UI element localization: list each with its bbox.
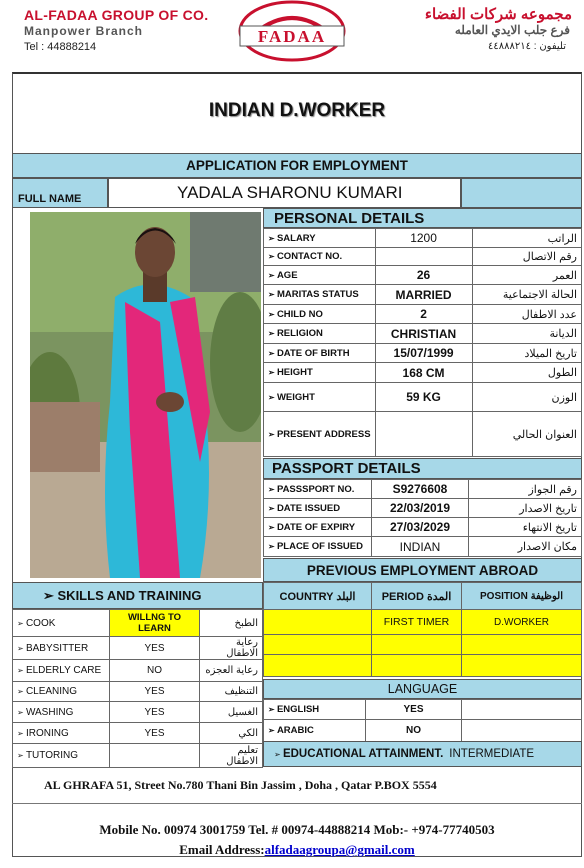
date-expiry-label: ➢ DATE OF EXPIRY (264, 518, 372, 537)
skill-washing-label-ar: الغسيل (200, 702, 263, 723)
skill-ironing-label-ar: الكي (200, 723, 263, 744)
branch-name-ar: فرع جلب الايدي العامله (454, 23, 570, 37)
skill-cook-label: ➢ COOK (13, 610, 110, 637)
language-arabic-label: ➢ ARABIC (264, 720, 366, 742)
date-issued-label: ➢ DATE ISSUED (264, 499, 372, 518)
education-value: INTERMEDIATE (449, 748, 535, 760)
office-address: AL GHRAFA 51, Street No.780 Thani Bin Jassim , Doha , Qatar P.BOX 5554 (44, 778, 437, 792)
personal-row-height (264, 363, 582, 383)
contact-numbers: Mobile No. 00974 3001759 Tel. # 00974-44888214 Mob:- +974-77740503 (99, 822, 495, 837)
personal-row-marital (264, 285, 582, 305)
skill-cook-label-ar: الطبخ (200, 610, 263, 637)
place-issued-label-ar: مكان الاصدار (469, 537, 582, 557)
personal-row-religion (264, 324, 582, 344)
previous-country-1 (264, 610, 372, 635)
page-title: INDIAN D.WORKER (208, 100, 386, 121)
religion-label-ar: الديانة (472, 324, 581, 344)
skill-washing-label: ➢ WASHING (13, 702, 110, 723)
skill-babysitter-label: ➢ BABYSITTER (13, 637, 110, 660)
contact-label: ➢ CONTACT NO. (264, 248, 376, 266)
height-label-ar: الطول (472, 363, 581, 383)
marital-label-ar: الحالة الاجتماعية (472, 285, 581, 305)
age-value: 26 (375, 266, 472, 285)
company-name-en: AL-FADAA GROUP OF CO. (24, 7, 209, 23)
passport-row-number (264, 480, 582, 499)
applicant-photo-image (30, 212, 261, 578)
language-english-label: ➢ ENGLISH (264, 700, 366, 720)
skill-row-elderly (13, 660, 263, 682)
children-value: 2 (375, 305, 472, 324)
skills-arrow-icon: ➢ (43, 587, 58, 603)
personal-details-table (263, 228, 582, 457)
marital-value: MARRIED (375, 285, 472, 305)
children-label: ➢ CHILD NO (264, 305, 376, 324)
skill-cleaning-label: ➢ CLEANING (13, 682, 110, 702)
personal-row-address (264, 412, 582, 457)
skill-tutoring-label-ar: تعليم الاطفال (200, 744, 263, 768)
skills-heading: ➢ SKILLS AND TRAINING (12, 582, 263, 609)
passport-row-issued (264, 499, 582, 518)
address-label: ➢ PRESENT ADDRESS (264, 412, 376, 457)
previous-row-2 (264, 635, 582, 655)
language-row-english (264, 700, 582, 720)
skill-babysitter-value: YES (110, 637, 200, 660)
skill-tutoring-value (110, 744, 200, 768)
full-name-label: FULL NAME (12, 178, 108, 208)
skill-cleaning-value: YES (110, 682, 200, 702)
skill-cook-value: WILLNG TO LEARN (110, 610, 200, 637)
salary-value: 1200 (375, 229, 472, 248)
skill-tutoring-label: ➢ TUTORING (13, 744, 110, 768)
age-label: ➢ AGE (264, 266, 376, 285)
period-header: PERIOD المدة (372, 583, 462, 610)
personal-row-salary (264, 229, 582, 248)
children-label-ar: عدد الاطفال (472, 305, 581, 324)
full-name-value: YADALA SHARONU KUMARI (108, 178, 461, 208)
email-link[interactable]: alfadaagroupa@gmail.com (264, 842, 415, 857)
passport-details-table (263, 479, 582, 557)
weight-label: ➢ WEIGHT (264, 383, 376, 412)
previous-header-row (264, 583, 582, 610)
age-label-ar: العمر (472, 266, 581, 285)
skill-ironing-label: ➢ IRONING (13, 723, 110, 744)
previous-position-1: D.WORKER (462, 610, 582, 635)
language-row-arabic (264, 720, 582, 742)
height-value: 168 CM (375, 363, 472, 383)
dob-label-ar: تاريخ الميلاد (472, 344, 581, 363)
personal-details-heading: PERSONAL DETAILS (263, 208, 582, 228)
skills-table (12, 609, 263, 768)
passport-row-expiry (264, 518, 582, 537)
skill-elderly-value: NO (110, 660, 200, 682)
applicant-photo (30, 212, 261, 578)
previous-row-3 (264, 655, 582, 677)
skill-elderly-label-ar: رعاية العجزه (200, 660, 263, 682)
religion-label: ➢ RELIGION (264, 324, 376, 344)
passport-number-label: ➢ PASSSPORT NO. (264, 480, 372, 499)
weight-value: 59 KG (375, 383, 472, 412)
dob-value: 15/07/1999 (375, 344, 472, 363)
previous-row-1 (264, 610, 582, 635)
full-name-spacer (461, 178, 582, 208)
weight-label-ar: الوزن (472, 383, 581, 412)
application-header: APPLICATION FOR EMPLOYMENT (12, 153, 582, 178)
previous-period-1: FIRST TIMER (372, 610, 462, 635)
passport-row-place (264, 537, 582, 557)
personal-row-age (264, 266, 582, 285)
fadaa-logo (236, 0, 348, 62)
language-table (263, 699, 582, 742)
education-label: EDUCATIONAL ATTAINMENT. (282, 748, 444, 760)
skill-row-tutoring (13, 744, 263, 768)
personal-row-dob (264, 344, 582, 363)
date-issued-label-ar: تاريخ الاصدار (469, 499, 582, 518)
company-tel-en: Tel : 44888214 (24, 41, 97, 53)
personal-row-children (264, 305, 582, 324)
contact-value (375, 248, 472, 266)
passport-number-label-ar: رقم الجواز (469, 480, 582, 499)
skill-row-cleaning (13, 682, 263, 702)
personal-row-weight (264, 383, 582, 412)
salary-label-ar: الراتب (472, 229, 581, 248)
place-issued-value: INDIAN (372, 537, 469, 557)
skill-babysitter-label-ar: رعاية الاطفال (200, 637, 263, 660)
dob-label: ➢ DATE OF BIRTH (264, 344, 376, 363)
skill-elderly-label: ➢ ELDERLY CARE (13, 660, 110, 682)
passport-number-value: S9276608 (372, 480, 469, 499)
svg-text:FADAA: FADAA (257, 27, 327, 46)
language-heading: LANGUAGE (263, 679, 582, 699)
passport-details-heading: PASSPORT DETAILS (263, 458, 582, 479)
skill-ironing-value: YES (110, 723, 200, 744)
marital-label: ➢ MARITAS STATUS (264, 285, 376, 305)
company-name-ar: مجموعه شركات الفضاء (424, 6, 572, 23)
skill-row-ironing (13, 723, 263, 744)
address-label-ar: العنوان الحالي (472, 412, 581, 457)
education-row (263, 741, 582, 767)
contact-label-ar: رقم الاتصال (472, 248, 581, 266)
place-issued-label: ➢ PLACE OF ISSUED (264, 537, 372, 557)
skill-cleaning-label-ar: التنظيف (200, 682, 263, 702)
skill-row-babysitter (13, 637, 263, 660)
salary-label: ➢ SALARY (264, 229, 376, 248)
language-english-value: YES (366, 700, 462, 720)
skill-row-cook (13, 610, 263, 637)
previous-employment-heading: PREVIOUS EMPLOYMENT ABROAD (263, 558, 582, 582)
personal-row-contact (264, 248, 582, 266)
branch-name-en: Manpower Branch (24, 24, 144, 38)
company-tel-ar: تليفون : ٤٤٨٨٨٢١٤ (488, 41, 566, 52)
previous-employment-table (263, 582, 582, 677)
address-value (375, 412, 472, 457)
education-arrow-icon: ➢ (274, 749, 283, 759)
date-issued-value: 22/03/2019 (372, 499, 469, 518)
email-line: Email Address:alfadaagroupa@gmail.com (179, 842, 415, 857)
religion-value: CHRISTIAN (375, 324, 472, 344)
date-expiry-value: 27/03/2029 (372, 518, 469, 537)
footer-divider (12, 803, 582, 804)
height-label: ➢ HEIGHT (264, 363, 376, 383)
language-arabic-value: NO (366, 720, 462, 742)
country-header: COUNTRY البلد (264, 583, 372, 610)
date-expiry-label-ar: تاريخ الانتهاء (469, 518, 582, 537)
skill-row-washing (13, 702, 263, 723)
position-header: POSITION الوظيفة (462, 583, 582, 610)
skill-washing-value: YES (110, 702, 200, 723)
